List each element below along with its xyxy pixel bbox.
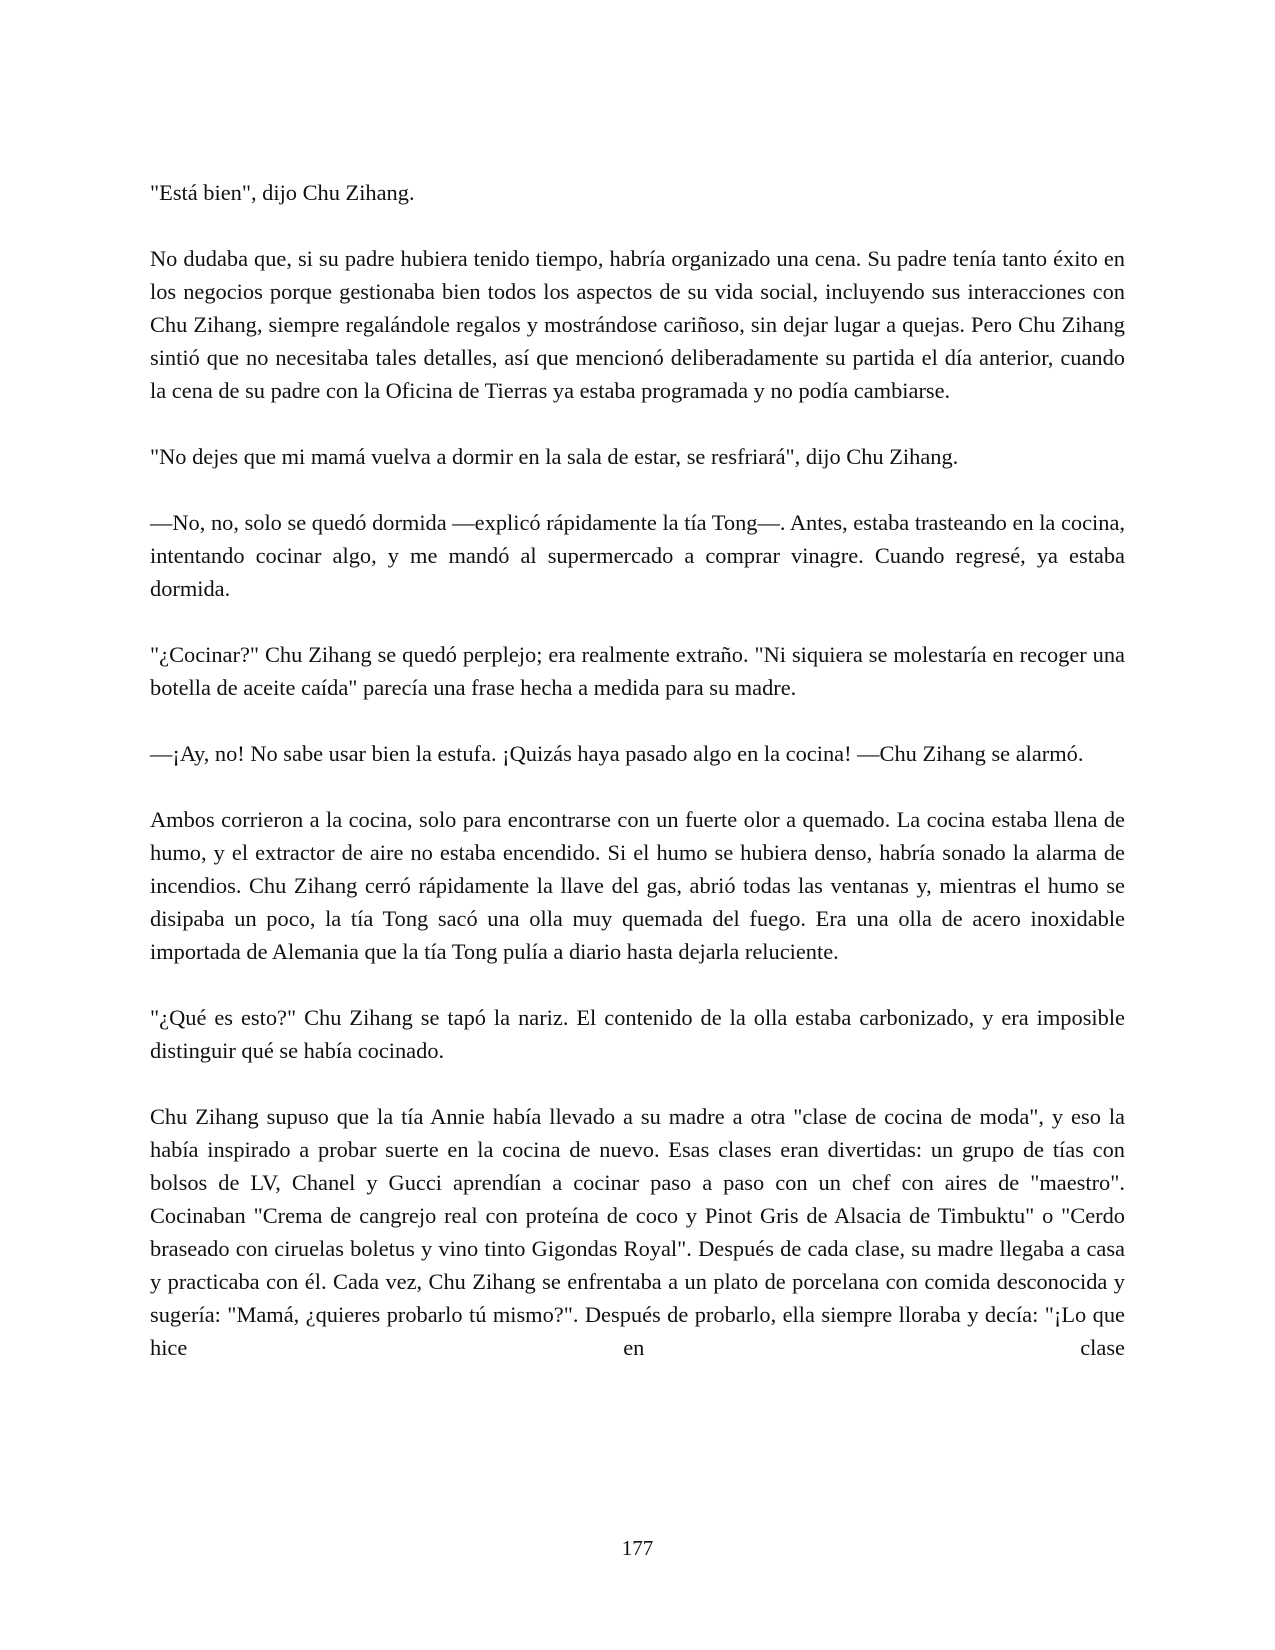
paragraph: "No dejes que mi mamá vuelva a dormir en la sala de estar, se resfriará", dijo Chu Zihang. <box>150 444 959 469</box>
paragraph: "¿Cocinar?" Chu Zihang se quedó perplejo; era realmente extraño. "Ni siquiera se molestaría en recoger una botella de aceite caída" parecía una frase hecha a medida para su madre. <box>150 642 1125 700</box>
paragraph: —¡Ay, no! No sabe usar bien la estufa. ¡Quizás haya pasado algo en la cocina! —Chu Zihang se alarmó. <box>150 741 1084 766</box>
paragraph: Ambos corrieron a la cocina, solo para encontrarse con un fuerte olor a quemado. La cocina estaba llena de humo, y el extractor de aire no estaba encendido. Si el humo se hubiera denso, habría sonado la alarma de incendios. Chu Zihang cerró rápidamente la llave del gas, abrió todas las ventanas y, mientras el humo se disipaba un poco, la tía Tong sacó una olla muy quemada del fuego. Era una olla de acero inoxidable importada de Alemania que la tía Tong pulía a diario hasta dejarla reluciente. <box>150 807 1125 964</box>
paragraph: "Está bien", dijo Chu Zihang. <box>150 180 415 205</box>
page-number: 177 <box>621 1536 654 1560</box>
paragraph: Chu Zihang supuso que la tía Annie había llevado a su madre a otra "clase de cocina de moda", y eso la había inspirado a probar suerte en la cocina de nuevo. Esas clases eran divertidas: un grupo de tías con bolsos de LV, Chanel y Gucci aprendían a cocinar paso a paso con un chef con aires de "maestro". Cocinaban "Crema de cangrejo real con proteína de coco y Pinot Gris de Alsacia de Timbuktu" o "Cerdo braseado con ciruelas boletus y vino tinto Gigondas Royal". Después de cada clase, su madre llegaba a casa y practicaba con él. Cada vez, Chu Zihang se enfrentaba a un plato de porcelana con comida desconocida y sugería: "Mamá, ¿quieres probarlo tú mismo?". Después de probarlo, ella siempre lloraba y decía: "¡Lo que hice en clase <box>150 1104 1125 1360</box>
paragraph: —No, no, solo se quedó dormida —explicó rápidamente la tía Tong—. Antes, estaba trasteando en la cocina, intentando cocinar algo, y me mandó al supermercado a comprar vinagre. Cuando regresé, ya estaba dormida. <box>150 510 1125 601</box>
paragraph: "¿Qué es esto?" Chu Zihang se tapó la nariz. El contenido de la olla estaba carbonizado, y era imposible distinguir qué se había cocinado. <box>150 1005 1125 1063</box>
paragraph: No dudaba que, si su padre hubiera tenido tiempo, habría organizado una cena. Su padre tenía tanto éxito en los negocios porque gestionaba bien todos los aspectos de su vida social, incluyendo sus interacciones con Chu Zihang, siempre regalándole regalos y mostrándose cariñoso, sin dejar lugar a quejas. Pero Chu Zihang sintió que no necesitaba tales detalles, así que mencionó deliberadamente su partida el día anterior, cuando la cena de su padre con la Oficina de Tierras ya estaba programada y no podía cambiarse. <box>150 246 1125 403</box>
body-text <box>150 176 1125 1364</box>
